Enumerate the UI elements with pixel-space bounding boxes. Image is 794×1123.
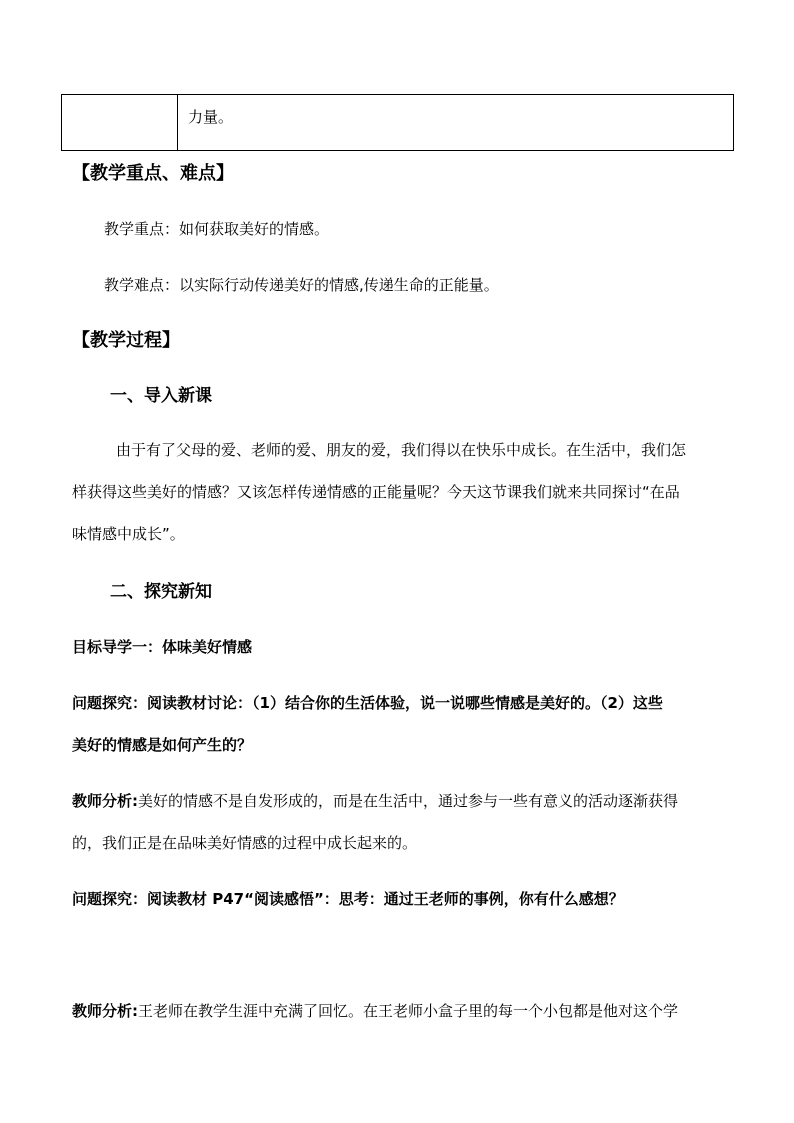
- key-point-text: 如何获取美好的情感。: [179, 220, 330, 238]
- analysis-2: [72, 1001, 678, 1021]
- analysis-2-label: 教师分析:: [72, 1002, 138, 1020]
- intro-paragraph: [72, 429, 732, 555]
- table: [61, 94, 734, 151]
- analysis-1-line-1: 美好的情感不是自发形成的，而是在生活中，通过参与一些有意义的活动逐渐获得: [138, 792, 679, 810]
- question-2: 问题探究：阅读教材 P47“阅读感悟”：思考：通过王老师的事例，你有什么感想？: [72, 890, 624, 908]
- intro-heading: 一、导入新课: [110, 386, 212, 406]
- key-points-heading: 【教学重点、难点】: [72, 163, 234, 184]
- question-1: [72, 682, 732, 766]
- table-column-divider: [177, 95, 178, 150]
- intro-line-1: 由于有了父母的爱、老师的爱、朋友的爱，我们得以在快乐中成长。在生活中，我们怎: [116, 441, 687, 459]
- explore-heading: 二、探究新知: [110, 582, 212, 602]
- difficulty-label: 教学难点：: [104, 276, 180, 294]
- analysis-1-label: 教师分析:: [72, 792, 138, 810]
- analysis-1-line-2: 的，我们正是在品味美好情感的过程中成长起来的。: [72, 834, 418, 852]
- process-heading: 【教学过程】: [72, 330, 180, 351]
- question-1-line-2: 美好的情感是如何产生的？: [72, 736, 253, 754]
- analysis-2-line-1: 王老师在教学生涯中充满了回忆。在王老师小盒子里的每一个小包都是他对这个学: [138, 1002, 679, 1020]
- goal-1-heading: 目标导学一：体味美好情感: [72, 638, 253, 656]
- difficulty-line: [104, 275, 499, 295]
- question-1-line-1: 问题探究：阅读教材讨论：（1）结合你的生活体验，说一说哪些情感是美好的。（2）这些: [72, 694, 663, 712]
- difficulty-text: 以实际行动传递美好的情感,传递生命的正能量。: [179, 276, 499, 294]
- analysis-1: [72, 780, 732, 864]
- intro-line-3: 味情感中成长”。: [72, 525, 185, 543]
- intro-line-2: 样获得这些美好的情感？又该怎样传递情感的正能量呢？今天这节课我们就来共同探讨“在品: [72, 483, 680, 501]
- key-point-line: [104, 219, 329, 239]
- table-cell-text: 力量。: [188, 108, 234, 126]
- key-point-label: 教学重点：: [104, 220, 180, 238]
